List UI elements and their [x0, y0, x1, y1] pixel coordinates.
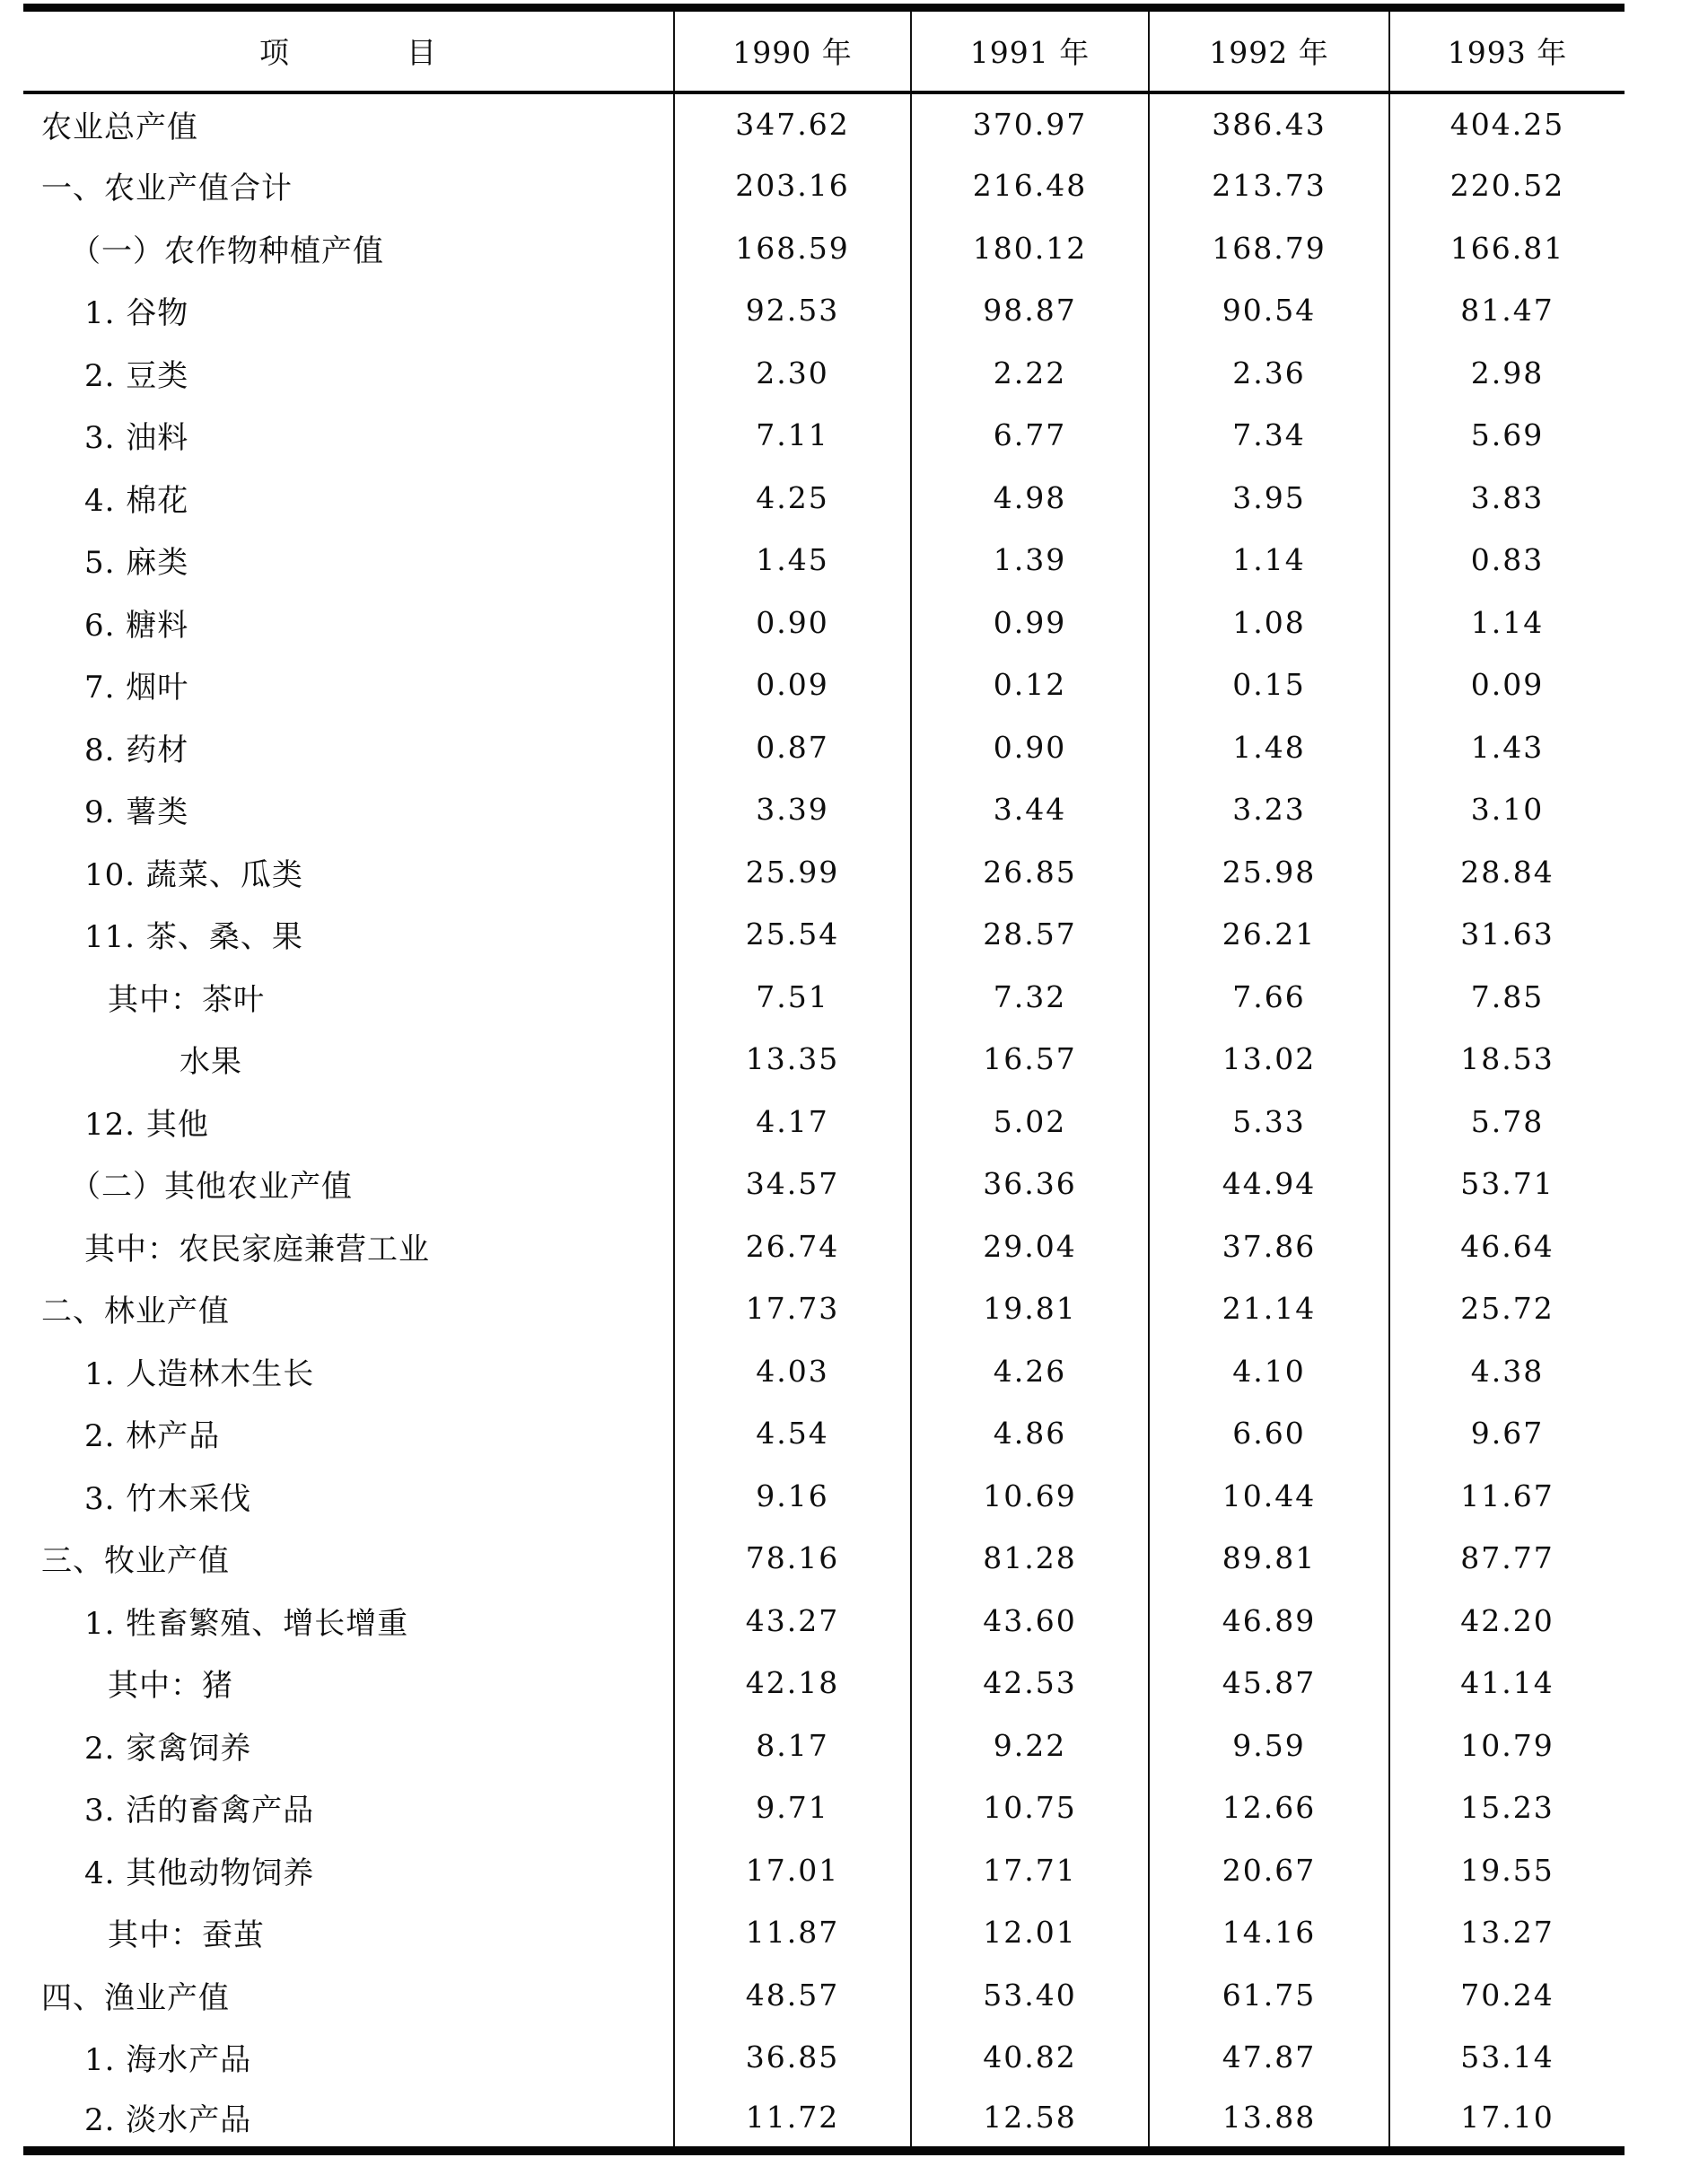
value-1991: 10.69 — [911, 1465, 1149, 1528]
value-1991: 1.39 — [911, 529, 1149, 592]
value-1990: 1.45 — [674, 529, 911, 592]
table-header — [23, 8, 1625, 92]
row-label: 农业总产值 — [23, 92, 674, 155]
table-row — [23, 2026, 1625, 2089]
row-label: 1. 牲畜繁殖、增长增重 — [23, 1590, 674, 1653]
table-row — [23, 279, 1625, 342]
table-row — [23, 841, 1625, 904]
row-label: 5. 麻类 — [23, 529, 674, 592]
value-1992: 10.44 — [1149, 1465, 1389, 1528]
year-header-1990: 1990 年 — [674, 8, 911, 92]
value-1993: 3.10 — [1470, 792, 1545, 828]
table-row — [23, 778, 1625, 841]
value-1991: 12.58 — [911, 2089, 1149, 2152]
value-1993: 0.83 — [1470, 542, 1545, 578]
table-row — [23, 1153, 1625, 1215]
value-1991: 98.87 — [911, 279, 1149, 342]
year-header-1992: 1992 年 — [1149, 8, 1389, 92]
row-label: 水果 — [23, 1028, 674, 1091]
value-1990: 34.57 — [674, 1153, 911, 1215]
table-row — [23, 92, 1625, 155]
value-1990: 13.35 — [674, 1028, 911, 1091]
value-1992: 7.66 — [1149, 966, 1389, 1029]
table-row — [23, 903, 1625, 966]
table-sheet — [23, 4, 1625, 2155]
table-body — [23, 92, 1625, 2152]
table-row — [23, 2089, 1625, 2152]
value-1993: 41.14 — [1460, 1665, 1554, 1701]
table-row — [23, 154, 1625, 217]
row-label: 四、渔业产值 — [23, 1964, 674, 2027]
value-1990: 9.16 — [674, 1465, 911, 1528]
table-row — [23, 653, 1625, 716]
table-row — [23, 1340, 1625, 1403]
value-1993: 81.47 — [1460, 293, 1554, 329]
value-1991: 7.32 — [911, 966, 1149, 1029]
row-label: 2. 豆类 — [23, 342, 674, 405]
row-label: 2. 家禽饲养 — [23, 1715, 674, 1777]
value-1991: 4.86 — [911, 1402, 1149, 1465]
value-1992: 90.54 — [1149, 279, 1389, 342]
table-row — [23, 1715, 1625, 1777]
table-row — [23, 1590, 1625, 1653]
value-1991: 29.04 — [911, 1215, 1149, 1278]
value-1992: 13.02 — [1149, 1028, 1389, 1091]
row-label: 4. 其他动物饲养 — [23, 1839, 674, 1902]
row-label: 3. 油料 — [23, 404, 674, 467]
value-1991: 40.82 — [911, 2026, 1149, 2089]
value-1992: 6.60 — [1149, 1402, 1389, 1465]
row-label: 二、林业产值 — [23, 1277, 674, 1340]
value-1990: 4.17 — [674, 1091, 911, 1153]
value-1991: 0.12 — [911, 653, 1149, 716]
value-1992: 4.10 — [1149, 1340, 1389, 1403]
table-row — [23, 1652, 1625, 1715]
table-row — [23, 217, 1625, 280]
value-1990: 92.53 — [674, 279, 911, 342]
row-label: 2. 林产品 — [23, 1402, 674, 1465]
row-label: 8. 药材 — [23, 716, 674, 779]
value-1992: 213.73 — [1149, 154, 1389, 217]
value-1990: 8.17 — [674, 1715, 911, 1777]
item-header-left: 项 — [259, 35, 290, 71]
value-1990: 4.25 — [674, 467, 911, 530]
value-1991: 43.60 — [911, 1590, 1149, 1653]
value-1992: 7.34 — [1149, 404, 1389, 467]
table-row — [23, 342, 1625, 405]
value-1991: 10.75 — [911, 1776, 1149, 1839]
value-1991: 0.99 — [911, 592, 1149, 654]
value-1990: 25.99 — [674, 841, 911, 904]
value-1992: 46.89 — [1149, 1590, 1389, 1653]
value-1993: 10.79 — [1460, 1727, 1554, 1763]
value-1990: 9.71 — [674, 1776, 911, 1839]
value-1991: 16.57 — [911, 1028, 1149, 1091]
value-1991: 370.97 — [911, 92, 1149, 155]
value-1990: 43.27 — [674, 1590, 911, 1653]
value-1991: 53.40 — [911, 1964, 1149, 2027]
value-1993: 166.81 — [1449, 230, 1565, 266]
value-1993: 220.52 — [1449, 168, 1565, 204]
value-1991: 12.01 — [911, 1901, 1149, 1964]
value-1992: 0.15 — [1149, 653, 1389, 716]
table-row — [23, 404, 1625, 467]
value-1992: 89.81 — [1149, 1527, 1389, 1590]
row-label: 10. 蔬菜、瓜类 — [23, 841, 674, 904]
value-1990: 168.59 — [674, 217, 911, 280]
value-1992: 3.95 — [1149, 467, 1389, 530]
row-label: 12. 其他 — [23, 1091, 674, 1153]
value-1991: 4.98 — [911, 467, 1149, 530]
value-1992: 14.16 — [1149, 1901, 1389, 1964]
row-label: 2. 淡水产品 — [23, 2089, 674, 2152]
header-row — [23, 8, 1625, 92]
table-row — [23, 1091, 1625, 1153]
value-1993: 53.71 — [1460, 1166, 1554, 1202]
value-1992: 26.21 — [1149, 903, 1389, 966]
table-row — [23, 1277, 1625, 1340]
row-label: 9. 薯类 — [23, 778, 674, 841]
value-1990: 203.16 — [674, 154, 911, 217]
value-1990: 17.73 — [674, 1277, 911, 1340]
row-label: 1. 海水产品 — [23, 2026, 674, 2089]
value-1990: 11.72 — [674, 2089, 911, 2152]
value-1993: 28.84 — [1460, 854, 1554, 890]
table-row — [23, 592, 1625, 654]
value-1993: 5.69 — [1470, 417, 1545, 453]
value-1993: 31.63 — [1460, 917, 1554, 952]
value-1993: 25.72 — [1460, 1291, 1554, 1327]
row-label: （一）农作物种植产值 — [23, 217, 674, 280]
year-header-1993: 1993 年 — [1389, 8, 1625, 92]
value-1993: 18.53 — [1460, 1041, 1554, 1077]
value-1993: 46.64 — [1460, 1228, 1554, 1264]
value-1991: 26.85 — [911, 841, 1149, 904]
value-1990: 36.85 — [674, 2026, 911, 2089]
value-1991: 28.57 — [911, 903, 1149, 966]
value-1993: 53.14 — [1460, 2039, 1554, 2075]
value-1993: 11.67 — [1460, 1478, 1554, 1513]
value-1991: 216.48 — [911, 154, 1149, 217]
value-1993: 70.24 — [1460, 1977, 1554, 2013]
value-1992: 386.43 — [1149, 92, 1389, 155]
value-1990: 17.01 — [674, 1839, 911, 1902]
value-1993: 1.43 — [1470, 729, 1545, 765]
value-1993: 19.55 — [1460, 1852, 1554, 1888]
value-1993: 9.67 — [1470, 1416, 1545, 1452]
value-1993: 13.27 — [1460, 1915, 1554, 1951]
value-1991: 36.36 — [911, 1153, 1149, 1215]
table-row — [23, 1028, 1625, 1091]
row-label: 6. 糖料 — [23, 592, 674, 654]
value-1992: 1.14 — [1149, 529, 1389, 592]
value-1992: 61.75 — [1149, 1964, 1389, 2027]
item-header-right: 目 — [407, 35, 437, 71]
table-row — [23, 1402, 1625, 1465]
row-label: （二）其他农业产值 — [23, 1153, 674, 1215]
value-1992: 1.48 — [1149, 716, 1389, 779]
table-row — [23, 1215, 1625, 1278]
value-1991: 81.28 — [911, 1527, 1149, 1590]
value-1992: 25.98 — [1149, 841, 1389, 904]
value-1993: 42.20 — [1460, 1602, 1554, 1638]
row-label: 3. 竹木采伐 — [23, 1465, 674, 1528]
value-1993: 87.77 — [1460, 1540, 1554, 1576]
value-1992: 21.14 — [1149, 1277, 1389, 1340]
row-label: 3. 活的畜禽产品 — [23, 1776, 674, 1839]
table-row — [23, 716, 1625, 779]
value-1990: 2.30 — [674, 342, 911, 405]
value-1990: 7.51 — [674, 966, 911, 1029]
value-1990: 26.74 — [674, 1215, 911, 1278]
value-1992: 9.59 — [1149, 1715, 1389, 1777]
table-row — [23, 1465, 1625, 1528]
value-1990: 48.57 — [674, 1964, 911, 2027]
row-label: 其中：蚕茧 — [23, 1901, 674, 1964]
row-label: 三、牧业产值 — [23, 1527, 674, 1590]
value-1993: 2.98 — [1470, 355, 1545, 390]
value-1990: 3.39 — [674, 778, 911, 841]
value-1991: 9.22 — [911, 1715, 1149, 1777]
value-1990: 0.90 — [674, 592, 911, 654]
value-1990: 78.16 — [674, 1527, 911, 1590]
value-1992: 12.66 — [1149, 1776, 1389, 1839]
value-1991: 19.81 — [911, 1277, 1149, 1340]
value-1991: 6.77 — [911, 404, 1149, 467]
table-row — [23, 529, 1625, 592]
row-label: 其中：猪 — [23, 1652, 674, 1715]
value-1992: 13.88 — [1149, 2089, 1389, 2152]
value-1991: 5.02 — [911, 1091, 1149, 1153]
value-1991: 4.26 — [911, 1340, 1149, 1403]
value-1993: 4.38 — [1470, 1353, 1545, 1389]
value-1993: 5.78 — [1470, 1103, 1545, 1139]
agricultural-output-table — [23, 4, 1625, 2155]
value-1990: 11.87 — [674, 1901, 911, 1964]
row-label: 一、农业产值合计 — [23, 154, 674, 217]
value-1991: 180.12 — [911, 217, 1149, 280]
table-row — [23, 1527, 1625, 1590]
value-1991: 42.53 — [911, 1652, 1149, 1715]
row-label: 1. 谷物 — [23, 279, 674, 342]
row-label: 其中：茶叶 — [23, 966, 674, 1029]
value-1993: 404.25 — [1449, 106, 1565, 142]
value-1991: 2.22 — [911, 342, 1149, 405]
value-1991: 17.71 — [911, 1839, 1149, 1902]
value-1992: 2.36 — [1149, 342, 1389, 405]
value-1992: 3.23 — [1149, 778, 1389, 841]
value-1992: 44.94 — [1149, 1153, 1389, 1215]
value-1990: 7.11 — [674, 404, 911, 467]
value-1992: 20.67 — [1149, 1839, 1389, 1902]
value-1993: 1.14 — [1470, 604, 1545, 640]
value-1992: 5.33 — [1149, 1091, 1389, 1153]
table-row — [23, 1964, 1625, 2027]
value-1990: 4.54 — [674, 1402, 911, 1465]
year-header-1991: 1991 年 — [911, 8, 1149, 92]
value-1990: 347.62 — [674, 92, 911, 155]
table-row — [23, 1839, 1625, 1902]
table-row — [23, 1901, 1625, 1964]
row-label: 其中：农民家庭兼营工业 — [23, 1215, 674, 1278]
item-column-header — [23, 8, 674, 92]
row-label: 7. 烟叶 — [23, 653, 674, 716]
value-1993: 7.85 — [1470, 978, 1545, 1014]
value-1992: 168.79 — [1149, 217, 1389, 280]
row-label: 11. 茶、桑、果 — [23, 903, 674, 966]
value-1992: 1.08 — [1149, 592, 1389, 654]
value-1991: 0.90 — [911, 716, 1149, 779]
item-header-text — [23, 30, 673, 72]
table-row — [23, 966, 1625, 1029]
value-1990: 0.87 — [674, 716, 911, 779]
value-1992: 37.86 — [1149, 1215, 1389, 1278]
value-1993: 15.23 — [1460, 1790, 1554, 1826]
table-row — [23, 1776, 1625, 1839]
value-1992: 45.87 — [1149, 1652, 1389, 1715]
row-label: 1. 人造林木生长 — [23, 1340, 674, 1403]
value-1993: 0.09 — [1470, 667, 1545, 703]
value-1990: 0.09 — [674, 653, 911, 716]
value-1990: 42.18 — [674, 1652, 911, 1715]
value-1993: 17.10 — [1460, 2100, 1554, 2136]
value-1990: 4.03 — [674, 1340, 911, 1403]
table-row — [23, 467, 1625, 530]
row-label: 4. 棉花 — [23, 467, 674, 530]
value-1990: 25.54 — [674, 903, 911, 966]
value-1991: 3.44 — [911, 778, 1149, 841]
value-1993: 3.83 — [1470, 479, 1545, 515]
value-1992: 47.87 — [1149, 2026, 1389, 2089]
